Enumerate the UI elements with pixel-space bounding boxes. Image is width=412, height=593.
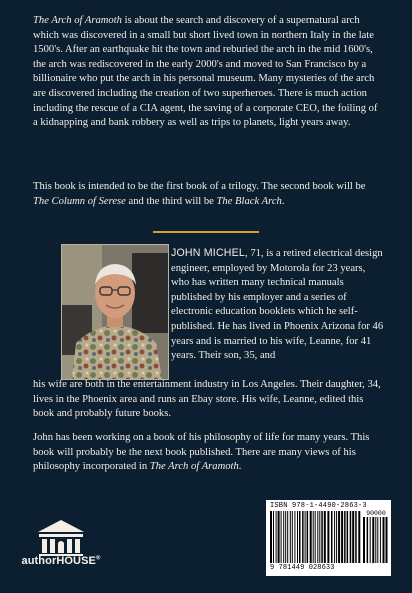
- barcode-bar: [347, 511, 349, 563]
- barcode-bar: [358, 511, 360, 563]
- barcode-bar: [299, 511, 301, 563]
- barcode-bar: [331, 511, 333, 563]
- book-title: The Arch of Aramoth: [33, 15, 122, 26]
- publisher-name: [18, 555, 104, 567]
- publisher-name-part2: HOUSE: [56, 555, 96, 567]
- barcode-bar: [327, 511, 329, 563]
- barcode-bar: [383, 517, 385, 563]
- synopsis-paragraph: [33, 14, 383, 131]
- author-bio-text: , 71, is a retired electrical design engineer, employed by Motorola for 23 years, who has written many technical manuals published by his employer and a series of electronic education booklets which he self-published. He has lived in Phoenix Arizona for 46 years and is married to his wife, Leanne, for 41 years. Their son, 35, and: [171, 248, 384, 362]
- price-addon-bars: [363, 517, 389, 563]
- barcode-bar: [310, 511, 312, 563]
- barcode-bar: [377, 517, 378, 563]
- barcode-bar: [281, 511, 282, 563]
- barcode-digits: 9 781449 028633: [270, 564, 335, 572]
- barcode-bar: [324, 511, 326, 563]
- barcode-bar: [363, 517, 365, 563]
- barcode-bar: [287, 511, 288, 563]
- price-code: 90000: [366, 510, 386, 517]
- book-title-reference: The Arch of Aramoth: [149, 461, 239, 473]
- synopsis-text: is about the search and discovery of a supernatural arch which was discovered in a small but short lived town in northern Italy in the late 1500's. After an earthquake hit the town and reburied the arch in the mid 1600's, the arch was rediscovered in the early 2000's and moved to San Francisco by a billionaire who put the arch in his personal museum. Many mysteries of the arch are discovered including the creation of two superheroes. There is much action including the rescue of a CIA agent, the saving of a corporate CEO, the foiling of a kidnapping and bank robbery as well as trips to planets, light years away.: [33, 15, 378, 129]
- barcode-bar: [315, 511, 316, 563]
- author-bio-continued: his wife are both in the entertainment industry in Los Angeles. Their daughter, 34, lives in the Phoenix area and runs an Ebay store. His wife, Leanne, edited this book and probably future books.: [33, 379, 381, 420]
- authorhouse-house-icon: [18, 518, 104, 558]
- isbn-number: ISBN 978-1-4490-2863-3: [270, 502, 367, 510]
- gold-divider: [153, 231, 259, 233]
- philosophy-end: .: [238, 461, 242, 473]
- barcode-bar: [341, 511, 343, 563]
- barcode-bar: [302, 511, 304, 563]
- second-book-title: The Column of Serese: [33, 195, 126, 207]
- barcode-bar: [294, 511, 295, 563]
- barcode-bar: [334, 511, 335, 563]
- barcode-bar: [319, 511, 320, 563]
- barcode-bar: [350, 511, 352, 563]
- barcode-bar: [270, 511, 272, 563]
- author-portrait-image: [62, 245, 168, 379]
- barcode-bar: [372, 517, 374, 563]
- author-name: JOHN MICHEL: [171, 247, 246, 259]
- barcode-bar: [292, 511, 293, 563]
- barcode-bar: [336, 511, 337, 563]
- barcode-bar: [313, 511, 314, 563]
- barcode-bar: [386, 517, 388, 563]
- barcode-bar: [355, 511, 357, 563]
- barcode-bar: [338, 511, 340, 563]
- ean-barcode-bars: [270, 511, 362, 563]
- registered-mark: ®: [95, 555, 101, 562]
- barcode-bar: [285, 511, 286, 563]
- trilogy-text-end: .: [281, 195, 285, 207]
- author-bio: [171, 246, 385, 364]
- trilogy-paragraph: [33, 180, 383, 209]
- barcode-bar: [278, 511, 280, 563]
- barcode-bar: [276, 511, 277, 563]
- trilogy-text: This book is intended to be the first book of a trilogy. The second book will be: [33, 181, 366, 192]
- barcode-bar: [375, 517, 376, 563]
- barcode-bar: [317, 511, 318, 563]
- barcode-bar: [380, 517, 381, 563]
- barcode-bar: [297, 511, 298, 563]
- barcode-bar: [352, 511, 354, 563]
- philosophy-text: John has been working on a book of his philosophy of life for many years. This book will probably be the next book published. There are many views of his philosophy incorporated in: [33, 432, 370, 473]
- barcode-bar: [367, 517, 369, 563]
- publisher-name-part1: author: [21, 555, 57, 567]
- barcode-bar: [370, 517, 371, 563]
- barcode-bar: [290, 511, 291, 563]
- barcode-bar: [283, 511, 284, 563]
- philosophy-paragraph: [33, 431, 383, 475]
- third-book-title: The Black Arch: [216, 195, 282, 207]
- author-photo: [61, 244, 169, 380]
- barcode-bar: [305, 511, 306, 563]
- isbn-barcode: [266, 500, 391, 576]
- barcode-bar: [307, 511, 309, 563]
- barcode-bar: [321, 511, 323, 563]
- barcode-bar: [273, 511, 274, 563]
- barcode-bar: [344, 511, 346, 563]
- trilogy-text-2: and the third will be: [125, 195, 217, 207]
